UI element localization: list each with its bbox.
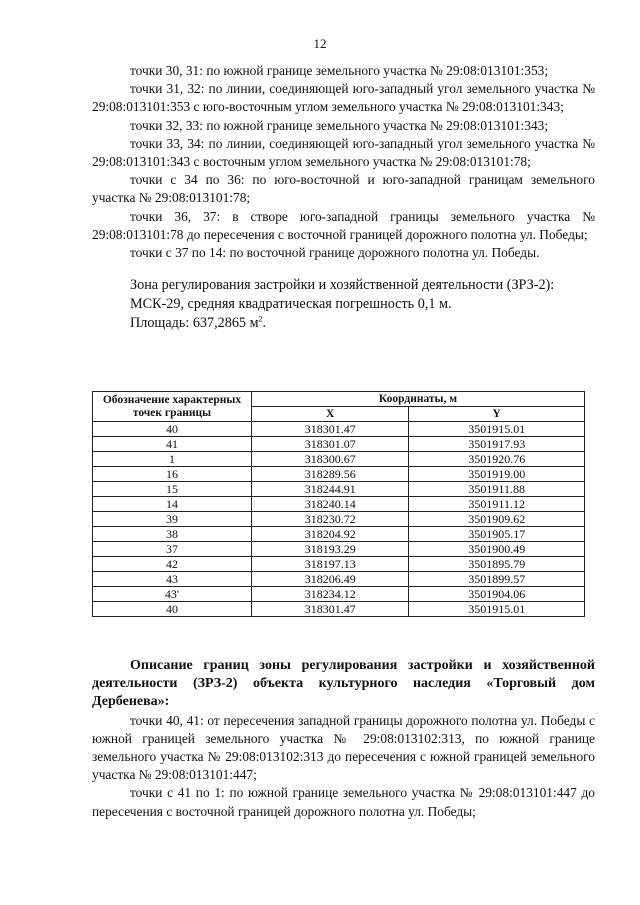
paragraph: точки с 37 по 14: по восточной границе дорожного полотна ул. Победы. [130, 245, 540, 261]
x-header: X [252, 407, 409, 422]
y-cell: 3501915.01 [409, 602, 585, 617]
paragraph: точки 40, 41: от пересечения западной границы дорожного полотна ул. Победы с южной границей земельного участка № 29:08:013102:313, по южной границе земельного участка № 29:08:013102:313 до пересечения с южной границей земельного участка № 29:08:013101:447; [92, 712, 595, 783]
paragraph: точки с 41 по 1: по южной границе земельного участка № 29:08:013101:447 до пересечения с восточной границей дорожного полотна ул. Победы; [92, 785, 595, 819]
point-id-cell: 43 [93, 572, 252, 587]
y-cell: 3501919.00 [409, 467, 585, 482]
point-designation-header: Обозначение характерных точек границы [93, 392, 252, 422]
table-row [93, 557, 585, 572]
area-exponent: 2 [258, 314, 263, 324]
point-id-cell: 38 [93, 527, 252, 542]
paragraph: точки 31, 32: по линии, соединяющей юго-западный угол земельного участка № 29:08:013101:353 с юго-восточным углом земельного участка № 29:08:013101:343; [92, 81, 595, 115]
x-cell: 318289.56 [252, 467, 409, 482]
table-row [93, 422, 585, 437]
y-cell: 3501900.49 [409, 542, 585, 557]
x-cell: 318193.29 [252, 542, 409, 557]
x-cell: 318300.67 [252, 452, 409, 467]
page-number: 12 [313, 36, 327, 51]
point-id-cell: 41 [93, 437, 252, 452]
point-id-cell: 16 [93, 467, 252, 482]
paragraph: точки с 34 по 36: по юго-восточной и юго-западной границам земельного участка № 29:08:013101:78; [92, 172, 595, 206]
coordinate-system: МСК-29, средняя квадратическая погрешность 0,1 м. [130, 296, 452, 313]
table-row [93, 587, 585, 602]
table-row [93, 452, 585, 467]
table-row [93, 602, 585, 617]
zrz2-boundary-description [92, 657, 595, 821]
coordinates-table [92, 391, 585, 617]
y-cell: 3501905.17 [409, 527, 585, 542]
point-id-cell: 40 [93, 422, 252, 437]
y-cell: 3501899.57 [409, 572, 585, 587]
table-row [93, 482, 585, 497]
y-cell: 3501920.76 [409, 452, 585, 467]
table-row [93, 467, 585, 482]
point-id-cell: 15 [93, 482, 252, 497]
zone-name: Зона регулирования застройки и хозяйственной деятельности (ЗРЗ-2): [130, 277, 555, 294]
boundary-description-continued [92, 62, 595, 333]
y-cell: 3501917.93 [409, 437, 585, 452]
paragraph: точки 36, 37: в створе юго-западной границы земельного участка № 29:08:013101:78 до пересечения с восточной границей дорожного полотна ул. Победы; [92, 208, 595, 242]
section-title: Описание границ зоны регулирования застройки и хозяйственной деятельности (ЗРЗ-2) объекта культурного наследия «Торговый дом Дербенева»: [92, 658, 595, 710]
point-id-cell: 42 [93, 557, 252, 572]
coordinates-header: Координаты, м [252, 392, 585, 407]
x-cell: 318240.14 [252, 497, 409, 512]
point-id-cell: 1 [93, 452, 252, 467]
paragraph: точки 30, 31: по южной границе земельного участка № 29:08:013101:353; [130, 63, 549, 78]
y-cell: 3501911.88 [409, 482, 585, 497]
x-cell: 318206.49 [252, 572, 409, 587]
y-cell: 3501904.06 [409, 587, 585, 602]
point-id-cell: 39 [93, 512, 252, 527]
table-row [93, 512, 585, 527]
y-cell: 3501909.62 [409, 512, 585, 527]
table-row [93, 527, 585, 542]
x-cell: 318230.72 [252, 512, 409, 527]
x-cell: 318197.13 [252, 557, 409, 572]
y-cell: 3501895.79 [409, 557, 585, 572]
point-id-cell: 37 [93, 542, 252, 557]
x-cell: 318301.47 [252, 422, 409, 437]
point-id-cell: 43' [93, 587, 252, 602]
paragraph: точки 33, 34: по линии, соединяющей юго-западный угол земельного участка № 29:08:013101:343 с восточным углом земельного участка № 29:08:013101:78; [92, 135, 595, 170]
y-cell: 3501915.01 [409, 422, 585, 437]
x-cell: 318301.47 [252, 602, 409, 617]
x-cell: 318234.12 [252, 587, 409, 602]
zone-area [92, 314, 595, 333]
x-cell: 318244.91 [252, 482, 409, 497]
table-row [93, 572, 585, 587]
point-id-cell: 40 [93, 602, 252, 617]
table-row [93, 497, 585, 512]
x-cell: 318204.92 [252, 527, 409, 542]
point-id-cell: 14 [93, 497, 252, 512]
area-end: . [262, 315, 267, 332]
area-label: Площадь: 637,2865 м [130, 315, 259, 332]
y-header: Y [409, 407, 585, 422]
y-cell: 3501911.12 [409, 497, 585, 512]
table-row [93, 542, 585, 557]
x-cell: 318301.07 [252, 437, 409, 452]
table-row [93, 437, 585, 452]
paragraph: точки 32, 33: по южной границе земельного участка № 29:08:013101:343; [130, 117, 549, 133]
